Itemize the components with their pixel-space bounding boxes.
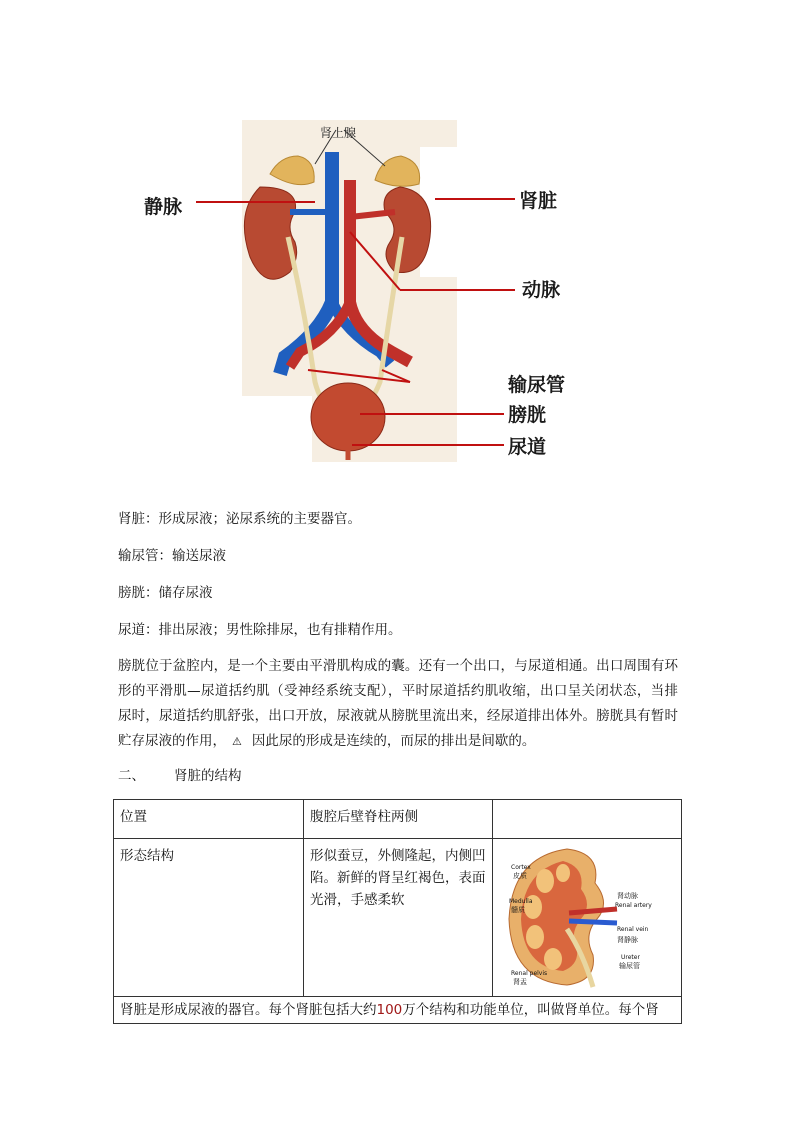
bladder-paragraph-text: 膀胱位于盆腔内，是一个主要由平滑肌构成的囊。还有一个出口，与尿道相通。出口周围有环形的平滑肌—尿道括约肌（受神经系统支配），平时尿道括约肌收缩，出口呈关闭状态，当排尿时，尿道括约肌舒张，出口开放，尿液就从膀胱里流出来，经尿道排出体外。膀胱具有暂时贮存尿液的作用， <box>118 658 678 749</box>
definition-bladder: 膀胱：储存尿液 <box>118 585 213 601</box>
label-ureter-en: Ureter <box>621 954 640 961</box>
label-renal-artery-en: Renal artery <box>615 902 652 909</box>
label-medulla-cn: 髓质 <box>511 906 525 914</box>
section-number: 二、 <box>118 768 145 784</box>
cell-morphology-label: 形态结构 <box>114 839 304 997</box>
renal-vein <box>569 921 617 923</box>
label-renal-pelvis-en: Renal pelvis <box>511 970 548 977</box>
cell-footer-text <box>114 997 682 1024</box>
label-renal-vein-en: Renal vein <box>617 926 649 933</box>
cell-morphology-value: 形似蚕豆，外侧隆起，内侧凹陷。新鲜的肾呈红褐色，表面光滑，手感柔软 <box>304 839 493 997</box>
footer-suffix: 万个结构和功能单位，叫做肾单位。每个肾 <box>402 1002 659 1018</box>
cell-location-label: 位置 <box>114 800 304 839</box>
footer-prefix: 肾脏是形成尿液的器官。每个肾脏包括大约 <box>120 1002 377 1018</box>
cell-location-empty <box>493 800 682 839</box>
section-title: 肾脏的结构 <box>174 768 242 784</box>
table-row-morphology <box>114 839 682 997</box>
bladder <box>311 383 385 451</box>
bladder-paragraph <box>118 654 678 754</box>
label-vein: 静脉 <box>144 196 183 218</box>
label-adrenal: 肾上腺 <box>320 126 357 140</box>
label-cortex-en: Cortex <box>511 864 531 871</box>
label-renal-pelvis-cn: 肾盂 <box>513 978 527 986</box>
label-medulla-en: Medulla <box>509 898 533 905</box>
label-ureter: 输尿管 <box>508 374 566 396</box>
table-row-footer <box>114 997 682 1024</box>
bladder-paragraph-tail: 因此尿的形成是连续的，而尿的排出是间歇的。 <box>251 733 536 749</box>
label-kidney: 肾脏 <box>519 190 558 212</box>
cell-kidney-image <box>493 839 682 997</box>
definition-urethra: 尿道：排出尿液；男性除排尿，也有排精作用。 <box>118 622 402 638</box>
warning-icon: ⚠ <box>232 735 242 748</box>
label-renal-artery-cn: 肾动脉 <box>617 892 638 900</box>
table-row-location <box>114 800 682 839</box>
definition-kidney: 肾脏：形成尿液；泌尿系统的主要器官。 <box>118 511 361 527</box>
urinary-system-figure <box>110 112 590 472</box>
kidney-structure-table <box>113 799 682 1024</box>
label-renal-vein-cn: 肾静脉 <box>617 936 638 944</box>
label-urethra: 尿道 <box>508 436 547 458</box>
cell-location-value: 腹腔后壁脊柱两侧 <box>304 800 493 839</box>
definition-ureter: 输尿管：输送尿液 <box>118 548 226 564</box>
label-cortex-cn: 皮质 <box>513 872 527 880</box>
label-ureter-cn: 输尿管 <box>619 962 640 970</box>
label-bladder: 膀胱 <box>508 404 547 426</box>
section-heading <box>118 764 242 784</box>
label-artery: 动脉 <box>522 279 561 301</box>
kidney-cross-section <box>497 843 673 991</box>
footer-number: 100 <box>376 1002 403 1018</box>
